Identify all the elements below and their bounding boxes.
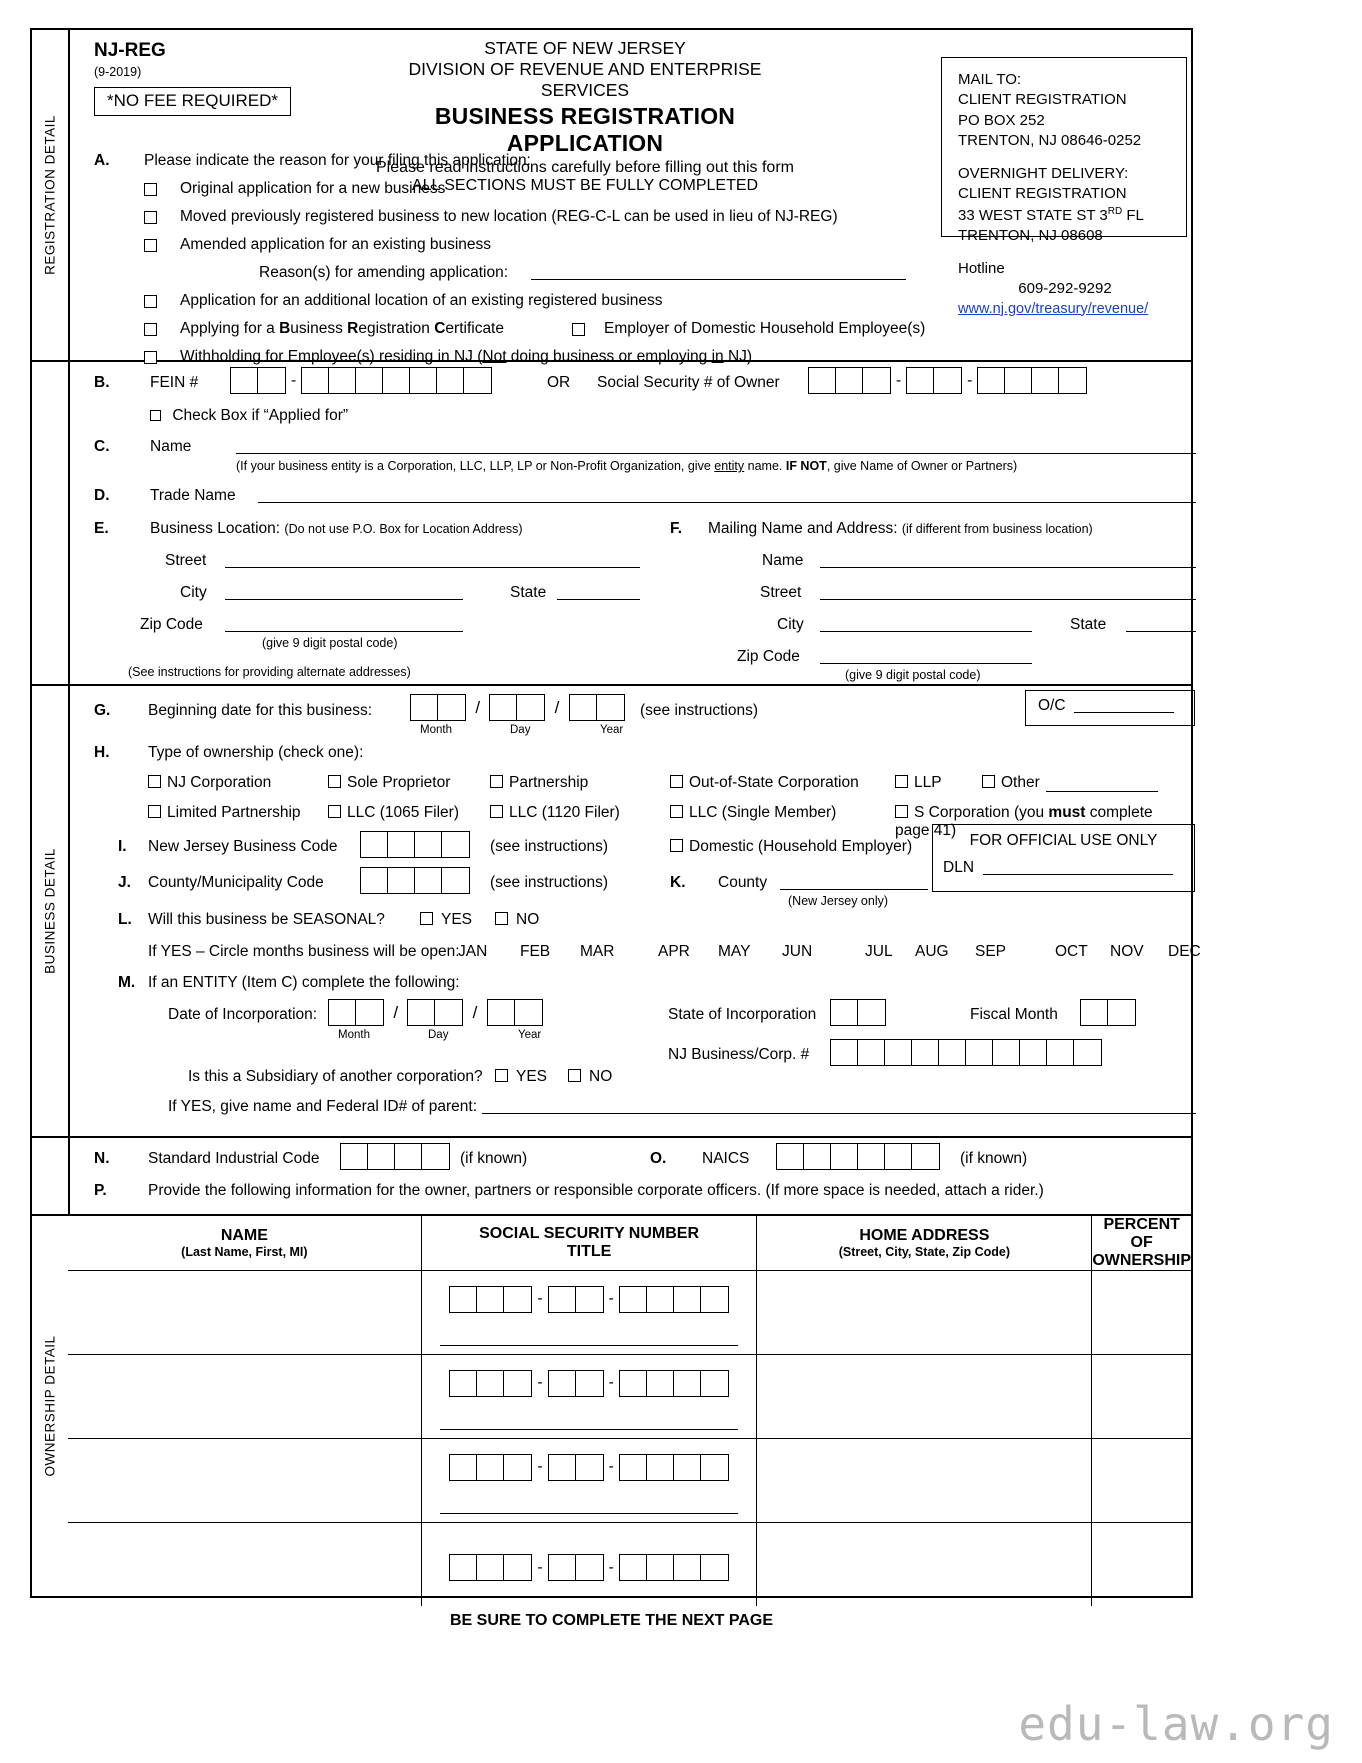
business-detail-body: G. Beginning date for this business: / / Month Day Year (see instructions) O/C H. Type of ownership (check one): NJ Corporation Sole Proprietor Partnership Out-of-State Corporation LLP Other Limited Partnership LLC (1065 Filer) LLC (1120 Filer) LLC (Single Member) S Corporation (you must complete page 41) I. New Jersey Business Code (see instructions) J. County/Municipality Code (see instructions) Domestic (Household Employer) K. County (New Jersey only) FOR OFFICIAL USE ONLY DLN L. Will this business be SEASONAL? YES NO If YES – Circle months business will be open: JAN FEB MAR APR MAY JUN JUL AUG SEP OCT NOV DEC M. If an ENTITY (Item C) complete the following: Date of Incorporation: / / Month Day Year State of Incorporation Fiscal Month NJ Business/Corp. # Is this a Subsidiary of another corporation? YES NO If YES, give name and Federal ID# of parent:: [70, 686, 1191, 1136]
label-county: County: [718, 874, 768, 891]
revenue-website-link[interactable]: www.nj.gov/treasury/revenue/: [958, 300, 1149, 317]
note-mailing-zip: (give 9 digit postal code): [845, 668, 981, 682]
label-seasonal-yes: YES: [441, 911, 473, 928]
label-fiscal-month: Fiscal Month: [970, 1006, 1058, 1023]
checkbox-amended-application[interactable]: [144, 239, 157, 252]
label-parent-info: If YES, give name and Federal ID# of parent:: [168, 1098, 478, 1115]
label-domestic-household-employer-2: Domestic (Household Employer): [689, 838, 913, 855]
ownership-table-row: [68, 1439, 1191, 1523]
identification-side-col: [32, 362, 70, 684]
label-limited-partnership: Limited Partnership: [167, 804, 301, 821]
input-owner-ssn-area-1[interactable]: [449, 1286, 532, 1313]
input-fein-prefix[interactable]: [230, 367, 286, 394]
label-business-registration-certificate: Applying for a Business Registration Certificate: [180, 320, 504, 337]
input-other-ownership[interactable]: [1046, 776, 1158, 792]
identification-body: B. FEIN # - OR Social Security # of Owner - - Check Box if “Applied for” C. Name (If your business entity is a Corporation, LLC, LLP, LP or Non-Profit Organization, give entity name. IF NOT, give Name of Owner or Partners) D. Trade Name E. Business Location: (Do not use P.O. Box for Location Address) Street City State Zip Code (give 9 digit postal code) (See instructions for providing alternate addresses) F. Mailing Name and Address: (if different from business location) Name Street City State Zip Code (give 9 digit postal code): [70, 362, 1191, 684]
input-mailing-city[interactable]: [820, 616, 1032, 632]
codes-section: [32, 1138, 1191, 1216]
label-subsidiary-yes: YES: [516, 1068, 548, 1085]
label-mailing-zip: Zip Code: [737, 648, 800, 665]
caption-inc-day: Day: [428, 1029, 449, 1041]
input-nj-business-corp-number[interactable]: [830, 1039, 1102, 1066]
section-j-letter: J.: [118, 874, 131, 891]
section-o-letter: O.: [650, 1150, 667, 1167]
label-standard-industrial-code: Standard Industrial Code: [148, 1150, 320, 1167]
registration-detail-section: [32, 30, 1191, 365]
label-ownership-type: Type of ownership (check one):: [148, 744, 364, 761]
month-mar[interactable]: MAR: [580, 943, 615, 960]
checkbox-sole-proprietor[interactable]: [328, 775, 341, 788]
note-sic-if-known: (if known): [460, 1150, 528, 1167]
input-fein-suffix[interactable]: [301, 367, 492, 394]
input-owner-name-4[interactable]: [68, 1523, 421, 1607]
label-llc-1065: LLC (1065 Filer): [347, 804, 459, 821]
caption-begin-day: Day: [510, 724, 531, 736]
input-naics[interactable]: [776, 1143, 940, 1170]
checkbox-out-of-state-corporation[interactable]: [670, 775, 683, 788]
label-domestic-household-employer: Employer of Domestic Household Employee(s): [604, 320, 926, 337]
note-business-zip: (give 9 digit postal code): [262, 636, 398, 650]
input-mailing-state[interactable]: [1126, 616, 1196, 632]
note-county-municipality-code: (see instructions): [490, 874, 609, 891]
ownership-detail-section: [32, 1216, 1191, 1596]
month-jan[interactable]: JAN: [458, 943, 488, 960]
section-g-letter: G.: [94, 702, 111, 719]
note-naics-if-known: (if known): [960, 1150, 1028, 1167]
input-county[interactable]: [780, 874, 928, 890]
label-applied-for: Check Box if “Applied for”: [172, 407, 349, 424]
nj-reg-form-page: [30, 28, 1330, 1630]
label-section-p-text: Provide the following information for the owner, partners or responsible corporate officers. (If more space is needed, attach a rider.): [148, 1182, 1044, 1199]
business-detail-label-text: BUSINESS DETAIL: [42, 848, 58, 974]
section-l-letter: L.: [118, 911, 132, 928]
input-owner-ssn-area-3[interactable]: [449, 1454, 532, 1481]
hotline-number: 609-292-9292: [1018, 280, 1112, 298]
codes-side-col: [32, 1138, 70, 1214]
checkbox-subsidiary-no[interactable]: [568, 1069, 581, 1082]
checkbox-seasonal-no[interactable]: [495, 912, 508, 925]
section-h-letter: H.: [94, 744, 110, 761]
input-entity-name[interactable]: [236, 438, 1196, 454]
label-date-of-incorporation: Date of Incorporation:: [168, 1006, 318, 1023]
label-additional-location: Application for an additional location of an existing registered business: [180, 292, 663, 309]
note-county-nj-only: (New Jersey only): [788, 894, 889, 908]
input-owner-title-3[interactable]: [440, 1489, 739, 1514]
business-detail-section: [32, 686, 1201, 1138]
official-use-box: [932, 824, 1195, 892]
mail-to-label: MAIL TO:: [958, 71, 1022, 88]
caption-begin-month: Month: [420, 724, 452, 736]
input-owner-name-2[interactable]: [68, 1355, 421, 1439]
label-nj-corporation: NJ Corporation: [167, 774, 272, 791]
form-outer-border: [30, 28, 1201, 1598]
oc-box: [1025, 690, 1195, 726]
identification-section: [32, 362, 1191, 686]
input-owner-percent-4[interactable]: [1092, 1523, 1191, 1607]
label-naics: NAICS: [702, 1150, 750, 1167]
label-ssn-owner: Social Security # of Owner: [597, 374, 780, 391]
footer-note: BE SURE TO COMPLETE THE NEXT PAGE: [450, 1612, 773, 1629]
label-official-use: FOR OFFICIAL USE ONLY: [969, 832, 1158, 849]
month-may[interactable]: MAY: [718, 943, 751, 960]
label-trade-name: Trade Name: [150, 487, 236, 504]
label-county-municipality-code: County/Municipality Code: [148, 874, 324, 891]
checkbox-limited-partnership[interactable]: [148, 805, 161, 818]
label-business-zip: Zip Code: [140, 616, 203, 633]
checkbox-s-corporation[interactable]: [895, 805, 908, 818]
input-oc[interactable]: [1074, 697, 1174, 713]
label-other-ownership: Other: [1001, 774, 1040, 791]
section-a-prompt: Please indicate the reason for your filing this application:: [144, 152, 531, 169]
label-llp: LLP: [914, 774, 942, 791]
label-nj-business-code: New Jersey Business Code: [148, 838, 338, 855]
input-mailing-name[interactable]: [820, 552, 1196, 568]
label-entity-name: Name: [150, 438, 192, 455]
label-out-of-state-corporation: Out-of-State Corporation: [689, 774, 859, 791]
registration-detail-side-label: [32, 30, 70, 360]
label-business-location: Business Location: (Do not use P.O. Box for Location Address): [150, 520, 523, 537]
input-owner-ssn-group-1[interactable]: [548, 1286, 604, 1313]
label-seasonal-question: Will this business be SEASONAL?: [148, 911, 385, 928]
input-owner-percent-2[interactable]: [1092, 1355, 1191, 1439]
label-or: OR: [547, 374, 571, 391]
overnight-line-1: CLIENT REGISTRATION: [958, 185, 1127, 203]
ownership-detail-side-label: [32, 1216, 68, 1596]
input-owner-address-3[interactable]: [757, 1439, 1092, 1523]
input-owner-ssn-serial-3[interactable]: [619, 1454, 729, 1481]
checkbox-nj-corporation[interactable]: [148, 775, 161, 788]
ownership-detail-body: [68, 1216, 1191, 1596]
label-seasonal-no: NO: [516, 911, 540, 928]
registration-detail-label-text: REGISTRATION DETAIL: [42, 115, 58, 275]
note-begin-date-instructions: (see instructions): [640, 702, 759, 719]
input-ssn-serial[interactable]: [977, 367, 1087, 394]
overnight-label: OVERNIGHT DELIVERY:: [958, 165, 1129, 182]
label-llc-1120: LLC (1120 Filer): [509, 804, 620, 821]
label-mailing-street: Street: [760, 584, 802, 601]
section-f-letter: F.: [670, 520, 683, 537]
header-name-column: NAME (Last Name, First, MI): [68, 1216, 421, 1271]
label-mailing-city: City: [777, 616, 804, 633]
form-code: NJ-REG: [94, 40, 166, 61]
input-trade-name[interactable]: [258, 487, 1196, 503]
section-k-letter: K.: [670, 874, 686, 891]
section-b-letter: B.: [94, 374, 110, 391]
label-moved-business: Moved previously registered business to new location (REG-C-L can be used in lieu of NJ-REG): [180, 208, 838, 225]
label-withholding-nj-residents: Withholding for Employee(s) residing in NJ (Not doing business or employing in NJ): [180, 348, 753, 365]
month-apr[interactable]: APR: [658, 943, 690, 960]
input-business-zip[interactable]: [225, 616, 463, 632]
input-ssn-area[interactable]: [808, 367, 891, 394]
input-owner-ssn-area-2[interactable]: [449, 1370, 532, 1397]
input-business-city[interactable]: [225, 584, 463, 600]
input-owner-address-2[interactable]: [757, 1355, 1092, 1439]
section-c-letter: C.: [94, 438, 110, 455]
input-owner-ssn-group-4[interactable]: [548, 1554, 604, 1581]
form-revision: (9-2019): [94, 65, 142, 79]
checkbox-partnership[interactable]: [490, 775, 503, 788]
checkbox-llc-1065[interactable]: [328, 805, 341, 818]
section-e-letter: E.: [94, 520, 109, 537]
checkbox-llp[interactable]: [895, 775, 908, 788]
input-begin-day[interactable]: [489, 694, 545, 721]
header-home-address-column: HOME ADDRESS (Street, City, State, Zip Code): [757, 1216, 1092, 1271]
checkbox-applied-for[interactable]: [150, 410, 161, 421]
section-m-letter: M.: [118, 974, 136, 991]
label-state-of-incorporation: State of Incorporation: [668, 1006, 817, 1023]
input-owner-address-1[interactable]: [757, 1271, 1092, 1355]
input-owner-ssn-serial-4[interactable]: [619, 1554, 729, 1581]
section-d-letter: D.: [94, 487, 110, 504]
cell-owner-ssn-title-2: - -: [421, 1355, 757, 1439]
month-oct[interactable]: OCT: [1055, 943, 1088, 960]
checkbox-business-registration-certificate[interactable]: [144, 323, 157, 336]
input-mailing-street[interactable]: [820, 584, 1196, 600]
label-mailing-name: Name: [762, 552, 804, 569]
input-owner-name-3[interactable]: [68, 1439, 421, 1523]
input-inc-year[interactable]: [487, 999, 543, 1026]
section-n-letter: N.: [94, 1150, 110, 1167]
input-owner-ssn-serial-1[interactable]: [619, 1286, 729, 1313]
input-begin-month[interactable]: [410, 694, 466, 721]
mail-to-box: [941, 57, 1187, 317]
header-ssn-title-column: SOCIAL SECURITY NUMBER TITLE: [421, 1216, 757, 1271]
label-entity-complete: If an ENTITY (Item C) complete the following:: [148, 974, 460, 991]
month-nov[interactable]: NOV: [1110, 943, 1144, 960]
instruction-line-2: ALL SECTIONS MUST BE FULLY COMPLETED: [411, 177, 759, 194]
input-owner-address-4[interactable]: [757, 1523, 1092, 1607]
input-dln[interactable]: [983, 859, 1173, 875]
input-owner-ssn-group-2[interactable]: [548, 1370, 604, 1397]
label-business-street: Street: [165, 552, 207, 569]
label-nj-business-corp-number: NJ Business/Corp. #: [668, 1046, 810, 1063]
ownership-table-row: [68, 1355, 1191, 1439]
ownership-table-row: [68, 1523, 1191, 1607]
input-owner-ssn-group-3[interactable]: [548, 1454, 604, 1481]
checkbox-original-application[interactable]: [144, 183, 157, 196]
label-mailing-address: Mailing Name and Address: (if different from business location): [708, 520, 1093, 537]
label-fein: FEIN #: [150, 374, 199, 391]
mail-to-line-2: PO BOX 252: [958, 111, 1045, 129]
input-nj-business-code[interactable]: [360, 831, 470, 858]
month-feb[interactable]: FEB: [520, 943, 551, 960]
overnight-line-2: 33 WEST STATE ST 3RD FL: [958, 205, 1144, 224]
note-alternate-addresses: (See instructions for providing alternate addresses): [128, 665, 411, 679]
label-partnership: Partnership: [509, 774, 589, 791]
month-jun[interactable]: JUN: [782, 943, 813, 960]
ownership-table-row: [68, 1271, 1191, 1355]
checkbox-subsidiary-yes[interactable]: [495, 1069, 508, 1082]
label-beginning-date: Beginning date for this business:: [148, 702, 373, 719]
input-business-state[interactable]: [557, 584, 640, 600]
label-seasonal-months-prompt: If YES – Circle months business will be open:: [148, 943, 460, 960]
note-entity-name: (If your business entity is a Corporation, LLC, LLP, LP or Non-Profit Organization, give entity name. IF NOT, give Name of Owner or Partners): [236, 459, 1018, 473]
input-inc-month[interactable]: [328, 999, 384, 1026]
label-amend-reason: Reason(s) for amending application:: [259, 264, 508, 281]
input-owner-ssn-serial-2[interactable]: [619, 1370, 729, 1397]
month-sep[interactable]: SEP: [975, 943, 1007, 960]
label-oc: O/C: [1038, 697, 1066, 714]
label-dln: DLN: [943, 859, 975, 876]
input-business-street[interactable]: [225, 552, 640, 568]
input-parent-info[interactable]: [482, 1098, 1196, 1114]
input-owner-percent-1[interactable]: [1092, 1271, 1191, 1355]
month-aug[interactable]: AUG: [915, 943, 949, 960]
label-mailing-state: State: [1070, 616, 1107, 633]
caption-begin-year: Year: [600, 724, 624, 736]
no-fee-badge: *NO FEE REQUIRED*: [94, 87, 291, 116]
state-name: STATE OF NEW JERSEY: [484, 38, 686, 58]
cell-owner-ssn-title-3: - -: [421, 1439, 757, 1523]
month-jul[interactable]: JUL: [865, 943, 893, 960]
ownership-table-header-row: [68, 1216, 1191, 1271]
input-state-of-incorporation[interactable]: [830, 999, 886, 1026]
header-percent-ownership-column: PERCENT OF OWNERSHIP: [1092, 1216, 1191, 1269]
label-amended-application: Amended application for an existing business: [180, 236, 492, 253]
watermark: edu-law.org: [1018, 1697, 1334, 1751]
input-mailing-zip[interactable]: [820, 648, 1032, 664]
caption-inc-month: Month: [338, 1029, 370, 1041]
checkbox-llc-single-member[interactable]: [670, 805, 683, 818]
caption-inc-year: Year: [518, 1029, 542, 1041]
mail-to-line-1: CLIENT REGISTRATION: [958, 91, 1127, 109]
input-inc-day[interactable]: [407, 999, 463, 1026]
business-detail-side-label: [32, 686, 70, 1136]
section-a-letter: A.: [94, 152, 110, 169]
input-county-municipality-code[interactable]: [360, 867, 470, 894]
hotline-label: Hotline: [958, 260, 1005, 277]
form-title: BUSINESS REGISTRATION APPLICATION: [434, 103, 736, 156]
ownership-detail-label-text: OWNERSHIP DETAIL: [42, 1335, 58, 1477]
cell-owner-ssn-title-1: - -: [421, 1271, 757, 1355]
label-subsidiary-no: NO: [589, 1068, 613, 1085]
codes-body: [70, 1138, 1191, 1214]
input-begin-year[interactable]: [569, 694, 625, 721]
checkbox-moved-business[interactable]: [144, 211, 157, 224]
overnight-line-3: TRENTON, NJ 08608: [958, 226, 1103, 244]
checkbox-additional-location[interactable]: [144, 295, 157, 308]
input-ssn-group[interactable]: [906, 367, 962, 394]
registration-detail-body: [70, 30, 1191, 365]
checkbox-domestic-household-employer[interactable]: [572, 323, 585, 336]
input-fiscal-month[interactable]: [1080, 999, 1136, 1026]
checkbox-llc-1120[interactable]: [490, 805, 503, 818]
label-subsidiary-question: Is this a Subsidiary of another corporation?: [188, 1068, 483, 1085]
input-owner-title-1[interactable]: [440, 1321, 739, 1346]
input-owner-title-2[interactable]: [440, 1405, 739, 1430]
cell-owner-ssn-title-4: - -: [421, 1523, 757, 1607]
mail-to-line-3: TRENTON, NJ 08646-0252: [958, 131, 1142, 149]
checkbox-other-ownership[interactable]: [982, 775, 995, 788]
ownership-table: [68, 1216, 1191, 1606]
input-standard-industrial-code[interactable]: [340, 1143, 450, 1170]
label-llc-single-member: LLC (Single Member): [689, 804, 837, 821]
instruction-line-1: Please read instructions carefully before filling out this form: [376, 159, 794, 176]
label-sole-proprietor: Sole Proprietor: [347, 774, 451, 791]
input-owner-name-1[interactable]: [68, 1271, 421, 1355]
input-owner-ssn-area-4[interactable]: [449, 1554, 532, 1581]
input-owner-percent-3[interactable]: [1092, 1439, 1191, 1523]
note-nj-business-code: (see instructions): [490, 838, 609, 855]
checkbox-seasonal-yes[interactable]: [420, 912, 433, 925]
label-s-corporation: S Corporation (you must complete page 41): [895, 804, 1153, 839]
month-dec[interactable]: DEC: [1168, 943, 1201, 960]
label-original-application: Original application for a new business: [180, 180, 446, 197]
checkbox-domestic-household-employer-2[interactable]: [670, 839, 683, 852]
section-p-letter: P.: [94, 1182, 107, 1199]
label-business-city: City: [180, 584, 207, 601]
label-business-state: State: [510, 584, 547, 601]
division-name: DIVISION OF REVENUE AND ENTERPRISE SERVICES: [408, 59, 762, 100]
input-amend-reason[interactable]: [531, 264, 906, 280]
section-i-letter: I.: [118, 838, 127, 855]
